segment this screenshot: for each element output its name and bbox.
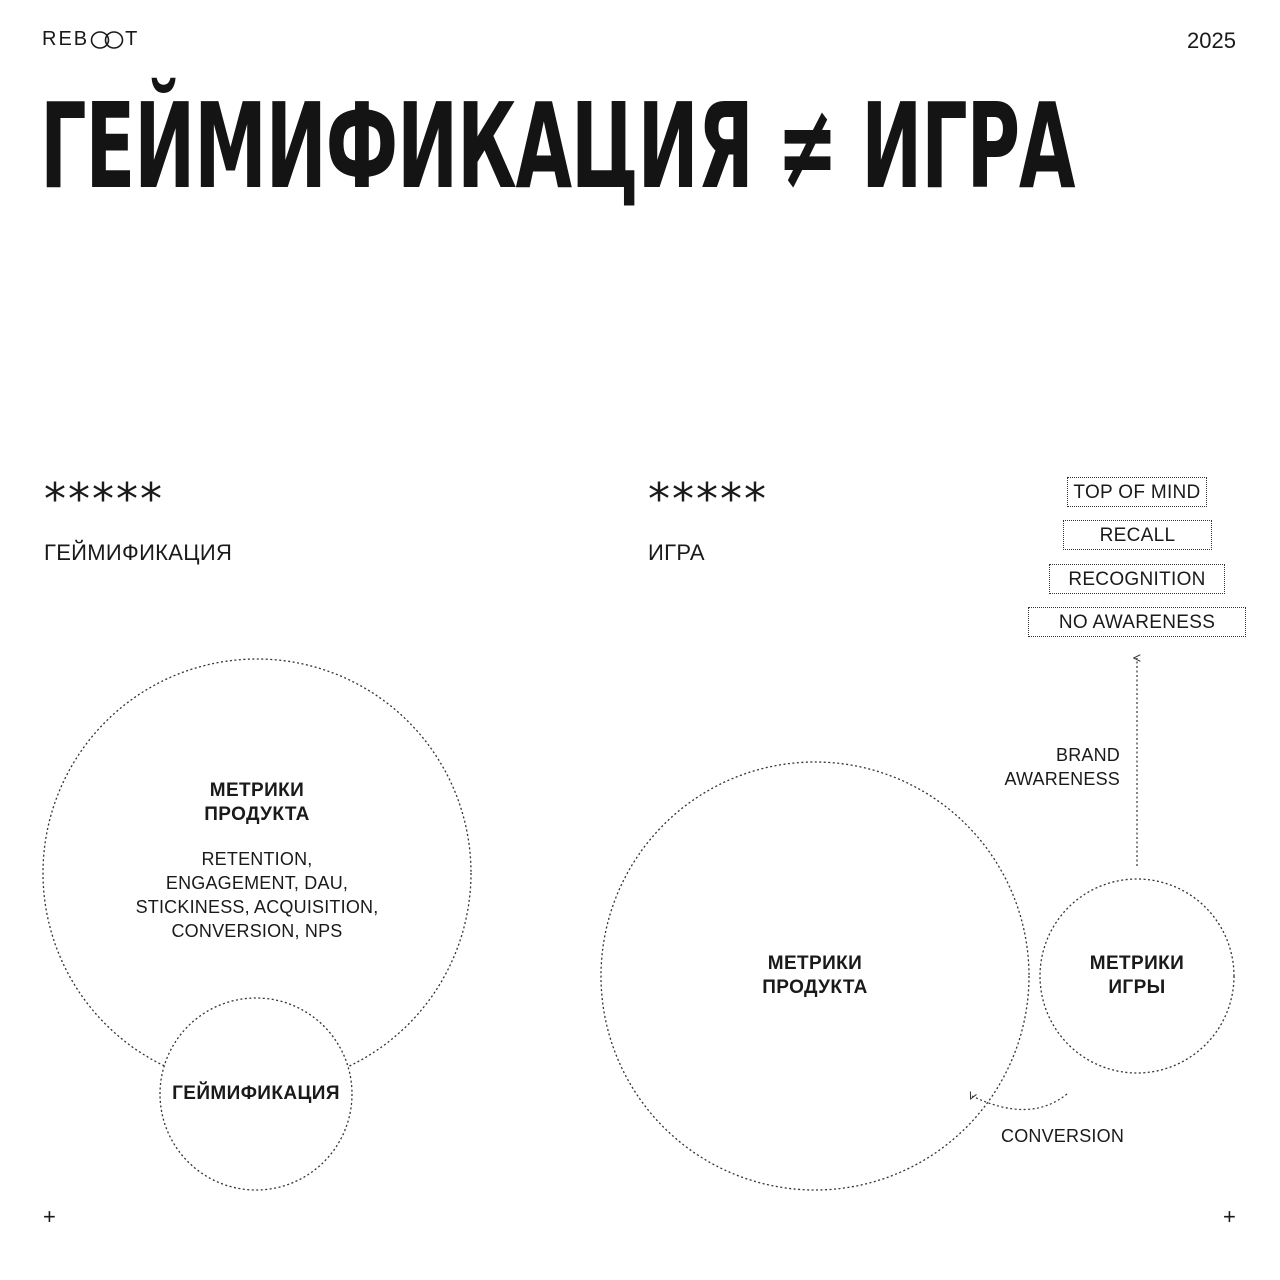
awareness-level-recognition: RECOGNITION — [1049, 564, 1225, 594]
metrics-list-line4: CONVERSION, NPS — [171, 921, 343, 941]
metrics-list-line2: ENGAGEMENT, DAU, — [165, 873, 349, 893]
right-product-metrics-label — [715, 952, 915, 1000]
corner-plus-left: + — [43, 1204, 56, 1229]
left-product-metrics-title-line2: ПРОДУКТА — [204, 804, 310, 825]
brand-awareness-line1: BRAND — [1055, 745, 1120, 765]
year-label: 2025 — [1187, 28, 1236, 53]
page-title: ГЕЙМИФИКАЦИЯ ≠ ИГРА — [40, 77, 1075, 215]
game-metrics-title-line1: МЕТРИКИ — [1089, 953, 1185, 974]
left-product-metrics-title-line1: МЕТРИКИ — [209, 780, 305, 801]
conversion-arrow — [972, 1094, 1067, 1110]
right-section-label: ИГРА — [648, 540, 705, 565]
logo-text-left: REB — [42, 28, 90, 50]
awareness-level-top-of-mind: TOP OF MIND — [1067, 477, 1207, 507]
brand-awareness-label — [980, 743, 1120, 791]
left-product-metrics-label — [117, 779, 397, 943]
game-metrics-label — [1062, 952, 1212, 1000]
metrics-list-line3: STICKINESS, ACQUISITION, — [135, 897, 379, 917]
gamification-circle-title: ГЕЙМИФИКАЦИЯ — [172, 1083, 340, 1104]
conversion-label: CONVERSION — [1001, 1126, 1125, 1146]
right-stars: ***** — [648, 474, 768, 525]
awareness-level-no-awareness: NO AWARENESS — [1028, 607, 1246, 637]
metrics-list-line1: RETENTION, — [201, 849, 313, 869]
corner-plus-right: + — [1223, 1204, 1236, 1229]
logo-text-right: T — [125, 28, 140, 50]
game-metrics-title-line2: ИГРЫ — [1108, 977, 1166, 998]
left-stars: ***** — [44, 474, 164, 525]
left-section-label: ГЕЙМИФИКАЦИЯ — [44, 540, 233, 565]
brand-awareness-line2: AWARENESS — [1004, 769, 1120, 789]
awareness-level-recall: RECALL — [1063, 520, 1212, 550]
right-product-metrics-title-line1: МЕТРИКИ — [767, 953, 863, 974]
right-product-metrics-title-line2: ПРОДУКТА — [762, 977, 868, 998]
left-gamification-label — [156, 1082, 356, 1106]
